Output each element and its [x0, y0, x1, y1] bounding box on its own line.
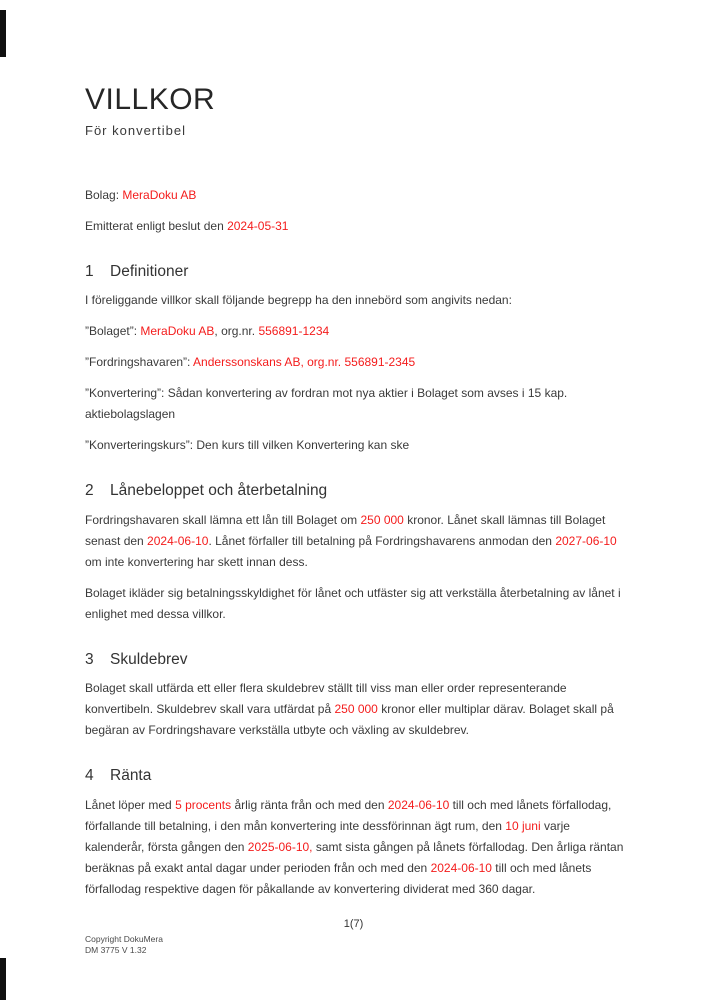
section-heading-label: Ränta	[110, 767, 152, 785]
text-segment: Bolaget skall utfärda ett eller flera skuldebrev ställt till viss man eller order representerande konvertibeln. Skuldebrev skall vara utfärdat på	[85, 681, 567, 717]
document-subtitle: För konvertibel	[85, 122, 186, 138]
text-segment: ”Bolaget”:	[85, 324, 141, 339]
text-segment: samt sista gången på lånets förfallodag. Den årliga räntan beräknas på exakt antal dagar under perioden från och med den	[85, 839, 624, 875]
section-heading-label: Lånebeloppet och återbetalning	[110, 482, 328, 500]
highlighted-text-segment: MeraDoku AB	[122, 187, 197, 202]
section-heading-label: Definitioner	[110, 262, 189, 280]
text-segment: Emitterat enligt beslut den	[85, 218, 228, 233]
highlighted-text-segment: 556891-1234	[258, 324, 330, 339]
paragraph	[85, 321, 630, 342]
highlighted-text-segment: 5 procents	[175, 797, 232, 812]
highlighted-text-segment: 2027-06-10	[555, 533, 617, 548]
footer-copyright: Copyright DokuMera	[85, 934, 163, 944]
section-number: 2	[85, 482, 94, 500]
text-segment: till och med lånets förfallodag, förfallande till betalning, i den mån konvertering inte dessförinnan ägt rum, den	[85, 797, 612, 833]
text-segment: kronor eller multiplar därav. Bolaget skall på begäran av Fordringshavare verkställa utbyte och växling av skuldebrev.	[85, 702, 614, 738]
issued-line	[85, 216, 630, 237]
highlighted-text-segment: 250 000	[360, 512, 404, 527]
highlighted-text-segment: 2024-06-10	[430, 860, 492, 875]
paragraph	[85, 352, 630, 373]
paragraph	[85, 510, 630, 573]
text-segment: årlig ränta från och med den	[231, 797, 388, 812]
paragraph	[85, 435, 630, 456]
section-number: 1	[85, 262, 94, 280]
text-segment: om inte konvertering har skett innan dess.	[85, 554, 308, 569]
highlighted-text-segment: 2024-05-31	[227, 218, 289, 233]
crop-mark-bottom	[0, 958, 6, 1000]
footer-doc-id: DM 3775 V 1.32	[85, 945, 147, 955]
highlighted-text-segment: 2025-06-10,	[247, 839, 313, 854]
paragraph	[85, 290, 630, 311]
text-segment: ”Konvertering”: Sådan konvertering av fordran mot nya aktier i Bolaget som avses i 15 kap. aktiebolagslagen	[85, 386, 568, 422]
text-segment: till och med lånets förfallodag respektive dagen för påkallande av konvertering dividerat med 360 dagar.	[85, 860, 592, 896]
text-segment: Bolag:	[85, 187, 123, 202]
paragraph	[85, 678, 630, 741]
section-definitioner	[85, 263, 630, 457]
section-heading	[85, 651, 630, 670]
paragraph	[85, 583, 630, 625]
section-heading-label: Skuldebrev	[110, 650, 188, 668]
text-segment: . Lånet förfaller till betalning på Fordringshavarens anmodan den	[208, 533, 556, 548]
text-segment: ”Fordringshavaren”:	[85, 355, 194, 370]
document-title: VILLKOR	[85, 83, 216, 116]
highlighted-text-segment: Anderssonskans AB, org.nr. 556891-2345	[193, 355, 416, 370]
crop-mark-top	[0, 10, 6, 57]
page-number: 1(7)	[343, 918, 364, 930]
text-segment: Fordringshavaren skall lämna ett lån till Bolaget om	[85, 512, 361, 527]
highlighted-text-segment: 10 juni	[505, 818, 541, 833]
text-segment: varje kalenderår, första gången den	[85, 818, 570, 854]
highlighted-text-segment: 250 000	[334, 702, 378, 717]
section-skuldebrev	[85, 651, 630, 742]
section-number: 3	[85, 650, 94, 668]
text-segment: Lånet löper med	[85, 797, 176, 812]
document-meta	[85, 185, 630, 237]
text-segment: , org.nr.	[214, 324, 259, 339]
footer	[85, 934, 163, 956]
document-content	[85, 0, 630, 910]
highlighted-text-segment: 2024-06-10	[147, 533, 209, 548]
text-segment: I föreliggande villkor skall följande begrepp ha den innebörd som angivits nedan:	[85, 293, 512, 308]
highlighted-text-segment: MeraDoku AB	[140, 324, 215, 339]
text-segment: Bolaget ikläder sig betalningsskyldighet för lånet och utfäster sig att verkställa återbetalning av lånet i enlighet med dessa villkor.	[85, 585, 621, 621]
section-number: 4	[85, 767, 94, 785]
company-line	[85, 185, 630, 206]
paragraph	[85, 383, 630, 425]
highlighted-text-segment: 2024-06-10	[387, 797, 450, 812]
paragraph	[85, 795, 630, 900]
text-segment: ”Konverteringskurs”: Den kurs till vilken Konvertering kan ske	[85, 438, 410, 453]
section-heading	[85, 767, 630, 786]
section-heading	[85, 482, 630, 501]
text-segment: kronor. Lånet skall lämnas till Bolaget senast den	[85, 512, 606, 548]
section-lanebeloppet	[85, 482, 630, 625]
section-heading	[85, 263, 630, 282]
section-ranta	[85, 767, 630, 900]
